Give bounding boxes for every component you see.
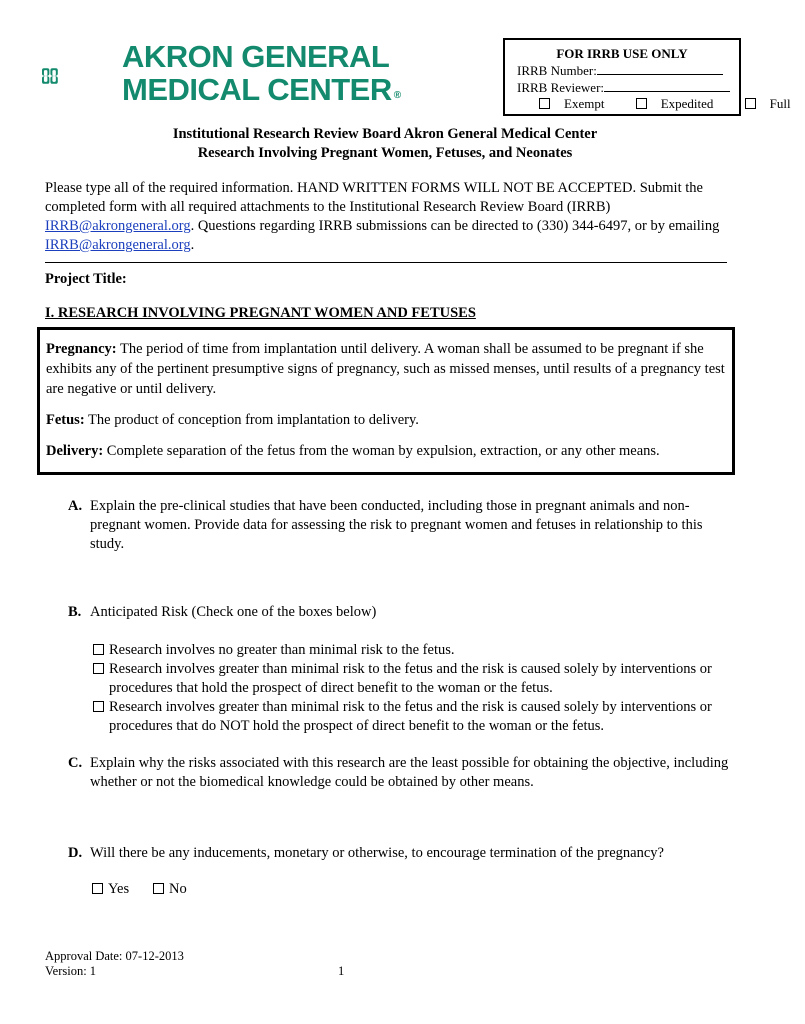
risk-option-1-checkbox[interactable] xyxy=(93,644,104,655)
instructions-paragraph: Please type all of the required information. HAND WRITTEN FORMS WILL NOT BE ACCEPTED. Submit the completed form with all required attachments to the Institutional Research Review Board (IRRB) IRRB@akrongeneral.org. Questions regarding IRRB submissions can be directed to (330) 344-6497, or by emailing IRRB@akrongeneral.org. xyxy=(45,180,720,253)
risk-option-2-checkbox[interactable] xyxy=(93,663,104,674)
page-number: 1 xyxy=(338,964,345,978)
irrb-reviewer-field[interactable] xyxy=(604,79,730,92)
checkbox-expedited[interactable] xyxy=(636,98,647,109)
option-expedited[interactable]: Expedited xyxy=(636,96,728,111)
irrb-reviewer-label: IRRB Reviewer: xyxy=(517,80,605,95)
option-exempt[interactable]: Exempt xyxy=(539,96,618,111)
option-full[interactable]: Full xyxy=(745,96,805,111)
risk-option-3[interactable]: Research involves greater than minimal risk to the fetus and the risk is caused solely by interventions or procedures that do NOT hold the prospect of direct benefit to the woman or the fetus. xyxy=(93,698,749,736)
irrb-number-label: IRRB Number: xyxy=(517,63,597,78)
logo-line2: MEDICAL CENTER ® xyxy=(122,72,401,107)
inducement-no-checkbox[interactable] xyxy=(153,883,164,894)
definition-delivery: Delivery: Complete separation of the fetus from the woman by expulsion, extraction, or any other means. xyxy=(46,443,660,459)
logo-wordmark xyxy=(122,40,401,114)
question-b-text: Anticipated Risk (Check one of the boxes below) xyxy=(90,604,377,620)
section-1-heading: I. RESEARCH INVOLVING PREGNANT WOMEN AND FETUSES xyxy=(45,305,476,321)
registered-mark: ® xyxy=(393,90,401,101)
risk-option-1[interactable]: Research involves no greater than minimal risk to the fetus. xyxy=(93,641,733,660)
form-title-line2: Research Involving Pregnant Women, Fetuses, and Neonates xyxy=(197,145,573,161)
risk-option-3-checkbox[interactable] xyxy=(93,701,104,712)
irrb-email-link-2[interactable]: IRRB@akrongeneral.org xyxy=(45,237,191,253)
question-b-letter: B. xyxy=(68,604,82,620)
question-d-text: Will there be any inducements, monetary or otherwise, to encourage termination of the pregnancy? xyxy=(90,845,664,861)
checkbox-exempt[interactable] xyxy=(539,98,550,109)
irrb-use-only-box xyxy=(503,38,791,116)
irrb-review-type-options xyxy=(539,96,791,112)
checkbox-full[interactable] xyxy=(745,98,756,109)
definitions-box xyxy=(37,327,735,475)
question-c-letter: C. xyxy=(68,755,83,771)
question-c-text: Explain why the risks associated with this research are the least possible for obtaining the objective, including whether or not the biomedical knowledge could be obtained by other means. xyxy=(90,755,729,790)
question-a-letter: A. xyxy=(68,498,83,514)
question-a-text: Explain the pre-clinical studies that have been conducted, including those in pregnant animals and non-pregnant women. Provide data for assessing the risk to pregnant women and fetuses in relationship to this study. xyxy=(90,498,703,552)
inducement-no-option[interactable]: No xyxy=(153,880,187,899)
irrb-box-title: FOR IRRB USE ONLY xyxy=(556,46,688,61)
version-label: Version: 1 xyxy=(45,964,97,978)
project-title-label: Project Title: xyxy=(45,271,127,287)
inducement-yes-option[interactable]: Yes xyxy=(92,880,129,899)
divider xyxy=(45,262,727,263)
irrb-reviewer-row xyxy=(517,79,739,96)
approval-date: Approval Date: 07-12-2013 xyxy=(45,949,184,963)
risk-option-2[interactable]: Research involves greater than minimal risk to the fetus and the risk is caused solely by interventions or procedures that hold the prospect of direct benefit to the woman or the fetus. xyxy=(93,660,749,698)
definition-fetus: Fetus: The product of conception from implantation to delivery. xyxy=(46,412,419,428)
logo-line1: AKRON GENERAL xyxy=(122,39,390,74)
akron-general-logo-icon xyxy=(42,40,122,112)
form-title-line1: Institutional Research Review Board Akron General Medical Center xyxy=(172,126,598,142)
irrb-email-link-1[interactable]: IRRB@akrongeneral.org xyxy=(45,218,191,234)
irrb-number-field[interactable] xyxy=(597,62,723,75)
inducement-yes-checkbox[interactable] xyxy=(92,883,103,894)
irrb-number-row xyxy=(517,62,739,79)
definition-pregnancy: Pregnancy: The period of time from implantation until delivery. A woman shall be assumed to be pregnant if she exhibits any of the pertinent presumptive signs of pregnancy, such as missed menses, until results of a pregnancy test are negative or until delivery. xyxy=(46,341,725,397)
question-d-letter: D. xyxy=(68,845,83,861)
